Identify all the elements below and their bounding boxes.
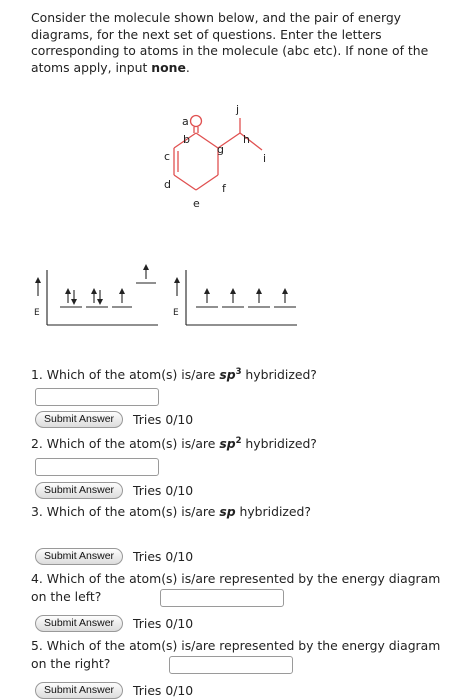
question-4-submit-button[interactable]: Submit Answer (35, 615, 123, 632)
atom-label-b: b (183, 133, 190, 146)
question-5-number: 5. (31, 638, 43, 653)
question-5-tries: Tries 0/10 (133, 682, 194, 698)
question-5-controls (35, 681, 193, 699)
question-2-answer-input[interactable] (35, 458, 159, 476)
question-4-tries: Tries 0/10 (133, 615, 194, 631)
question-3-answer-wrap (35, 524, 159, 544)
atom-label-e: e (193, 197, 200, 210)
atom-label-h: h (243, 133, 250, 146)
question-2-tries: Tries 0/10 (133, 482, 194, 498)
question-3-text: Which of the atom(s) is/are (46, 504, 220, 519)
left-axis-label: E (34, 308, 40, 318)
question-2-submit-button[interactable]: Submit Answer (35, 482, 123, 499)
question-1-text: Which of the atom(s) is/are (46, 367, 220, 382)
question-4-answer-input[interactable] (160, 589, 284, 607)
atom-label-c: c (164, 150, 171, 163)
atom-label-g: g (217, 143, 224, 156)
question-1-answer-wrap (35, 386, 159, 406)
question-1-number: 1. (31, 367, 43, 382)
right-axis-label: E (173, 308, 179, 318)
question-1-text-end: hybridized? (241, 367, 317, 382)
question-2-text: Which of the atom(s) is/are (46, 436, 220, 451)
question-4-number: 4. (31, 571, 43, 586)
question-1 (31, 366, 441, 384)
left-energy-diagram (35, 264, 158, 325)
question-3-controls (35, 547, 193, 565)
question-3-hybrid: sp (219, 504, 236, 519)
question-2-answer-wrap (35, 456, 159, 476)
question-1-submit-button[interactable]: Submit Answer (35, 411, 123, 428)
atom-labels (164, 103, 266, 210)
question-1-hybrid: sp (219, 367, 236, 382)
question-1-controls (35, 410, 193, 428)
question-3-answer-input[interactable] (35, 526, 159, 544)
question-5-answer-input[interactable] (169, 656, 293, 674)
question-1-answer-input[interactable] (35, 388, 159, 406)
bond-bg (196, 133, 218, 148)
question-2-hybrid: sp (219, 436, 236, 451)
question-2-text-end: hybridized? (241, 436, 317, 451)
intro-text: Consider the molecule shown below, and the pair of energy diagrams, for the next set of questions. Enter the letters corresponding to atoms in the molecule (abc etc). If none of the atoms apply, input (31, 10, 429, 75)
question-4-text: Which of the atom(s) is/are represented by the energy diagram on the left? (31, 571, 441, 604)
intro-none-keyword: none (151, 59, 186, 75)
question-2-number: 2. (31, 436, 43, 451)
question-3-tries: Tries 0/10 (133, 548, 194, 564)
question-4-controls (35, 614, 193, 632)
question-2-sup: 2 (235, 435, 242, 446)
question-3-number: 3. (31, 504, 43, 519)
atom-label-a: a (182, 115, 189, 128)
atom-label-f: f (222, 182, 226, 195)
intro-period: . (185, 59, 190, 75)
question-5-text: Which of the atom(s) is/are represented by the energy diagram on the right? (31, 638, 441, 671)
right-energy-diagram (174, 270, 297, 325)
atom-label-j: j (236, 103, 240, 116)
question-3-submit-button[interactable]: Submit Answer (35, 548, 123, 565)
question-1-tries: Tries 0/10 (133, 411, 194, 427)
question-3 (31, 503, 441, 521)
atom-label-d: d (164, 178, 171, 191)
question-2-controls (35, 481, 193, 499)
bond-e-d (174, 175, 196, 190)
atom-label-i: i (263, 152, 267, 165)
question-3-text-end: hybridized? (235, 504, 311, 519)
question-2 (31, 435, 441, 453)
oxygen-atom (191, 116, 202, 127)
question-1-sup: 3 (235, 366, 242, 377)
molecule-and-diagrams-figure (0, 0, 453, 340)
bond-f-e (196, 175, 218, 190)
question-5-submit-button[interactable]: Submit Answer (35, 682, 123, 699)
